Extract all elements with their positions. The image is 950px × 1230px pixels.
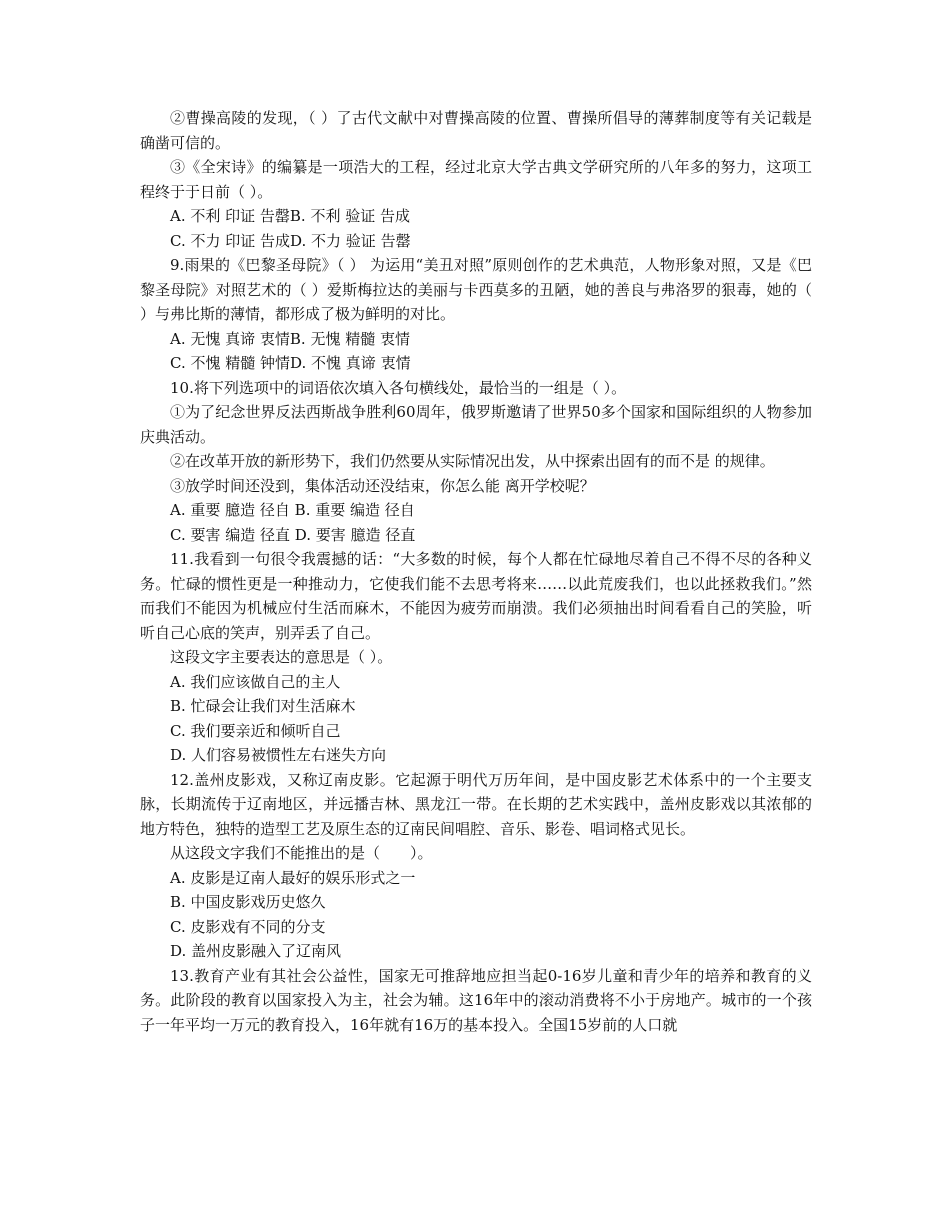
text-line: ②曹操高陵的发现，（ ）了古代文献中对曹操高陵的位置、曹操所倡导的薄葬制度等有关记载是确凿可信的。 bbox=[140, 109, 812, 152]
option-line: A. 皮影是辽南人最好的娱乐形式之一 bbox=[170, 868, 416, 887]
option-line: A. 重要 臆造 径自 B. 重要 编造 径自 bbox=[170, 501, 415, 519]
option-line: C. 不愧 精髓 钟情D. 不愧 真谛 衷情 bbox=[170, 354, 411, 372]
text-line: ①为了纪念世界反法西斯战争胜利60周年，俄罗斯邀请了世界50多个国家和国际组织的人物参加庆典活动。 bbox=[140, 403, 812, 446]
question-10: 10.将下列选项中的词语依次填入各句横线处，最恰当的一组是（ ）。 bbox=[170, 378, 627, 397]
question-11: 11.我看到一句很令我震撼的话：“大多数的时候，每个人都在忙碌地尽着自己不得不尽的各种义务。忙碌的惯性更是一种推动力，它使我们能不去思考将来……以此荒废我们，也以此拯救我们。”然而我们不能因为机械应付生活而麻木，不能因为疲劳而崩溃。我们必须抽出时间看看自己的笑脸，听听自己心底的笑声，别弄丢了自己。 bbox=[140, 550, 812, 642]
question-9: 9.雨果的《巴黎圣母院》（ ） 为运用“美丑对照”原则创作的艺术典范，人物形象对照，又是《巴黎圣母院》对照艺术的（ ）爱斯梅拉达的美丽与卡西莫多的丑陋，她的善良与弗洛罗的狠毒，她的（ ）与弗比斯的薄情，都形成了极为鲜明的对比。 bbox=[140, 256, 812, 323]
text-line: ③放学时间还没到，集体活动还没结束，你怎么能 离开学校呢？ bbox=[170, 476, 595, 495]
question-13: 13.教育产业有其社会公益性，国家无可推辞地应担当起0-16岁儿童和青少年的培养和教育的义务。此阶段的教育以国家投入为主，社会为辅。这16年中的滚动消费将不小于房地产。城市的一个孩子一年平均一万元的教育投入，16年就有16万的基本投入。全国15岁前的人口就 bbox=[140, 966, 812, 1034]
option-line: D. 盖州皮影融入了辽南风 bbox=[170, 942, 342, 960]
option-line: D. 人们容易被惯性左右迷失方向 bbox=[170, 746, 387, 764]
option-line: C. 不力 印证 告成D. 不力 验证 告罄 bbox=[170, 231, 411, 250]
text-line: ③《全宋诗》的编纂是一项浩大的工程，经过北京大学古典文学研究所的八年多的努力，这项工程终于于日前（ ）。 bbox=[140, 158, 812, 201]
text-line: 这段文字主要表达的意思是（ ）。 bbox=[170, 648, 393, 666]
text-line: ②在改革开放的新形势下，我们仍然要从实际情况出发，从中探索出固有的而不是 的规律。 bbox=[170, 452, 775, 470]
option-line: A. 无愧 真谛 衷情B. 无愧 精髓 衷情 bbox=[170, 329, 411, 348]
text-line: 从这段文字我们不能推出的是（ ）。 bbox=[170, 844, 433, 862]
option-line: B. 忙碌会让我们对生活麻木 bbox=[170, 697, 356, 715]
option-line: C. 皮影戏有不同的分支 bbox=[170, 917, 326, 936]
option-line: A. 我们应该做自己的主人 bbox=[170, 672, 341, 691]
option-line: B. 中国皮影戏历史悠久 bbox=[170, 893, 326, 911]
question-12: 12.盖州皮影戏，又称辽南皮影。它起源于明代万历年间，是中国皮影艺术体系中的一个主要支脉，长期流传于辽南地区，并远播吉林、黑龙江一带。在长期的艺术实践中，盖州皮影戏以其浓郁的地方特色，独特的造型工艺及原生态的辽南民间唱腔、音乐、影卷、唱词格式见长。 bbox=[140, 770, 812, 838]
option-line: C. 要害 编造 径直 D. 要害 臆造 径直 bbox=[170, 525, 416, 544]
option-line: A. 不利 印证 告罄B. 不利 验证 告成 bbox=[170, 207, 411, 225]
option-line: C. 我们要亲近和倾听自己 bbox=[170, 721, 341, 740]
document-page bbox=[140, 106, 812, 1037]
